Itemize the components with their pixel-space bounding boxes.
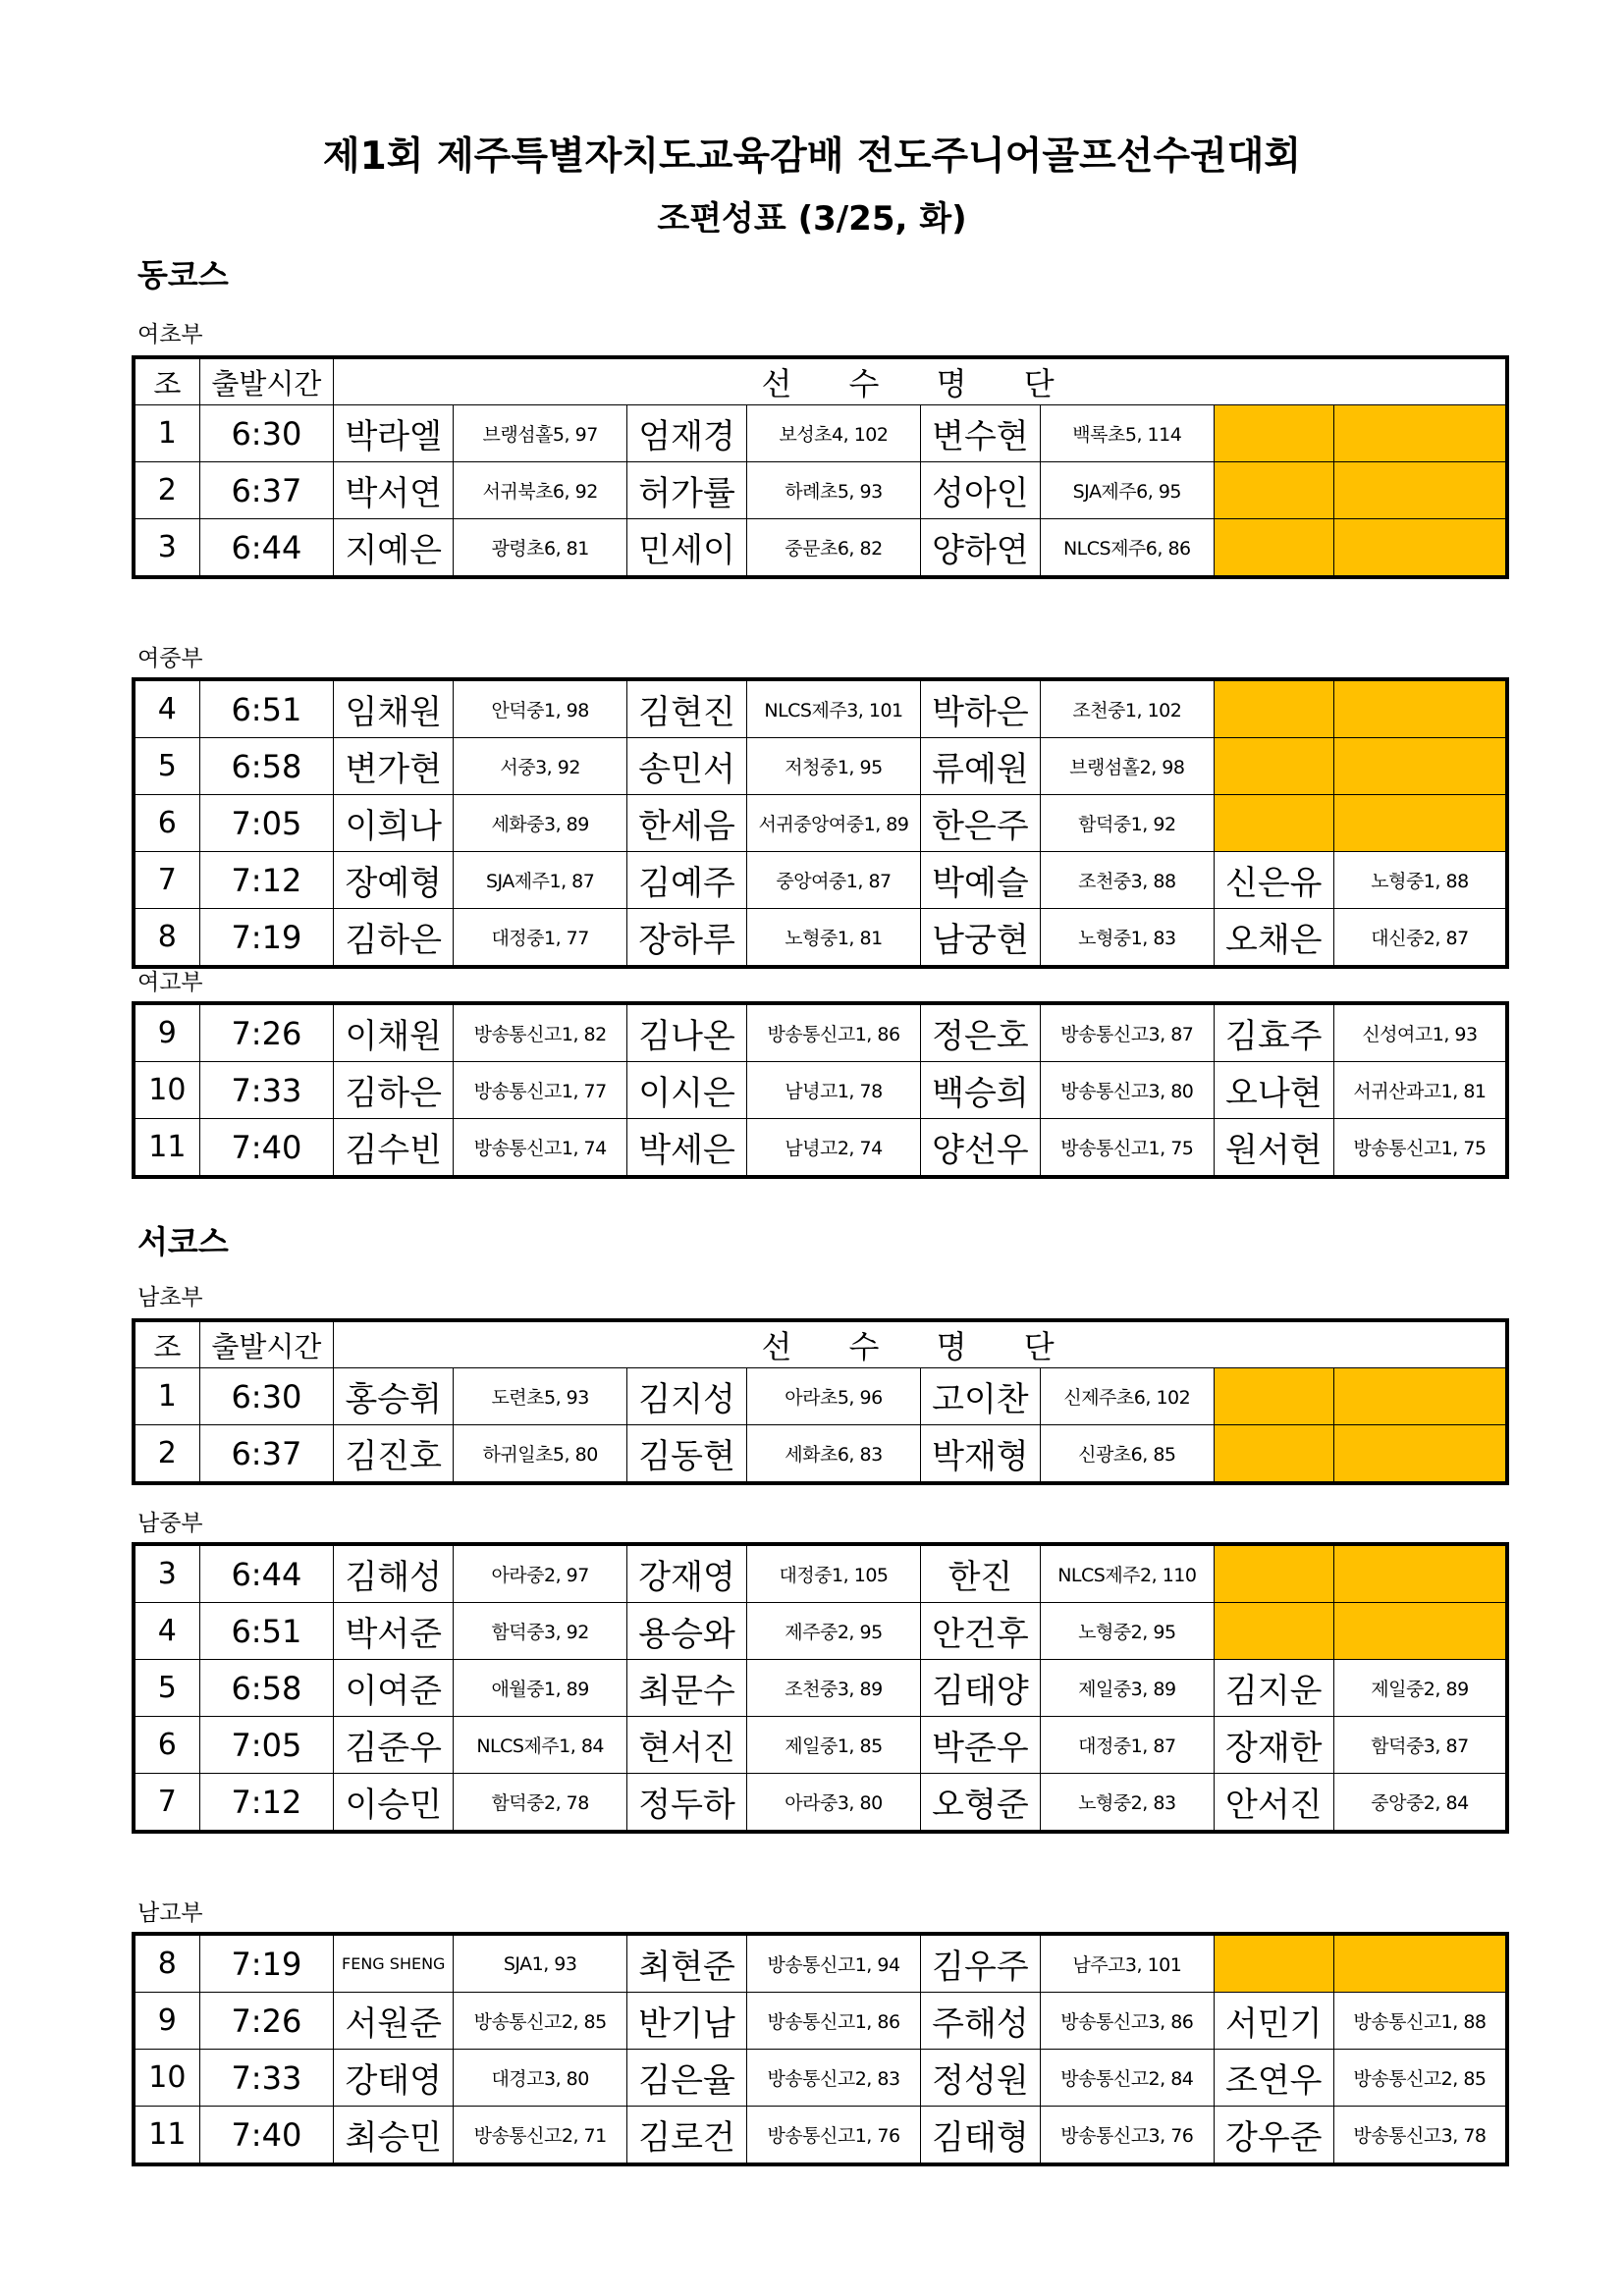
start-time: 7:19	[199, 909, 333, 968]
empty-slot	[1214, 405, 1333, 462]
player-school-score: 방송통신고1, 75	[1041, 1119, 1215, 1178]
group-row	[134, 1062, 1507, 1119]
player-school-score: 저청중1, 95	[747, 738, 921, 795]
header-group: 조	[134, 357, 199, 405]
player-school-score: 신제주초6, 102	[1041, 1368, 1214, 1425]
player-name: 남궁현	[920, 909, 1040, 968]
player-school-score: 노형중1, 88	[1333, 852, 1507, 909]
group-row	[134, 2107, 1507, 2165]
player-school-score: 방송통신고3, 80	[1041, 1062, 1215, 1119]
pairing-table	[132, 355, 1509, 579]
player-name: 이희나	[334, 795, 454, 852]
start-time: 7:05	[199, 795, 333, 852]
division-label: 남고부	[137, 1900, 203, 1926]
group-row	[134, 909, 1507, 968]
empty-slot	[1333, 1544, 1507, 1603]
empty-slot	[1214, 1544, 1333, 1603]
player-name: 변가현	[334, 738, 454, 795]
empty-slot	[1214, 738, 1333, 795]
player-name: 김준우	[334, 1717, 454, 1774]
player-name: 용승와	[626, 1603, 746, 1660]
pairing-table	[132, 1542, 1509, 1834]
player-name: 임채원	[334, 679, 454, 738]
group-number: 9	[134, 1993, 199, 2050]
player-school-score: 방송통신고2, 83	[747, 2050, 921, 2107]
player-name: 민세이	[626, 519, 746, 578]
start-time: 6:37	[199, 1425, 333, 1484]
player-name: 박라엘	[334, 405, 454, 462]
empty-slot	[1333, 462, 1507, 519]
player-name: 박서준	[334, 1603, 454, 1660]
group-number: 6	[134, 1717, 199, 1774]
player-school-score: 서중3, 92	[454, 738, 627, 795]
player-name: 원서현	[1214, 1119, 1333, 1178]
player-name: 한은주	[920, 795, 1040, 852]
player-school-score: 보성초4, 102	[747, 405, 920, 462]
player-school-score: 대신중2, 87	[1333, 909, 1507, 968]
player-name: 김태양	[920, 1660, 1040, 1717]
player-school-score: NLCS제주3, 101	[747, 679, 921, 738]
player-school-score: 방송통신고2, 71	[454, 2107, 627, 2165]
start-time: 7:12	[199, 1774, 333, 1833]
player-name: 엄재경	[626, 405, 746, 462]
empty-slot	[1333, 738, 1507, 795]
player-name: 지예은	[334, 519, 454, 578]
player-school-score: 중앙중2, 84	[1333, 1774, 1507, 1833]
player-school-score: 하례초5, 93	[747, 462, 920, 519]
player-school-score: 남주고3, 101	[1041, 1934, 1215, 1993]
group-number: 3	[134, 1544, 199, 1603]
player-school-score: 서귀북초6, 92	[454, 462, 626, 519]
player-school-score: 방송통신고2, 84	[1041, 2050, 1215, 2107]
player-name: 오나현	[1214, 1062, 1333, 1119]
start-time: 6:51	[199, 1603, 333, 1660]
start-time: 6:30	[199, 1368, 333, 1425]
group-number: 11	[134, 2107, 199, 2165]
pairing-table	[132, 1318, 1509, 1485]
player-school-score: 대정중1, 87	[1041, 1717, 1215, 1774]
player-school-score: NLCS제주2, 110	[1041, 1544, 1215, 1603]
group-row	[134, 738, 1507, 795]
player-name: 조연우	[1214, 2050, 1333, 2107]
header-start-time: 출발시간	[199, 1320, 333, 1368]
group-number: 6	[134, 795, 199, 852]
player-name: 강태영	[334, 2050, 454, 2107]
player-school-score: 노형중1, 83	[1041, 909, 1215, 968]
player-name: 김예주	[626, 852, 746, 909]
player-school-score: 아라초5, 96	[747, 1368, 920, 1425]
group-row	[134, 1717, 1507, 1774]
player-name: 현서진	[626, 1717, 746, 1774]
player-name: 김수빈	[334, 1119, 454, 1178]
player-school-score: 남녕고1, 78	[747, 1062, 921, 1119]
player-name: 김현진	[626, 679, 746, 738]
group-number: 4	[134, 1603, 199, 1660]
group-row	[134, 1660, 1507, 1717]
header-start-time: 출발시간	[199, 357, 333, 405]
player-name: 장하루	[626, 909, 746, 968]
player-school-score: 도련초5, 93	[454, 1368, 626, 1425]
course-heading: 동코스	[137, 256, 229, 294]
player-name: 김하은	[334, 909, 454, 968]
player-school-score: 백록초5, 114	[1041, 405, 1214, 462]
player-school-score: 노형중2, 95	[1041, 1603, 1215, 1660]
player-name: 정은호	[920, 1003, 1040, 1062]
player-school-score: 신광초6, 85	[1041, 1425, 1214, 1484]
player-name: 강우준	[1214, 2107, 1333, 2165]
player-school-score: 신성여고1, 93	[1333, 1003, 1507, 1062]
empty-slot	[1214, 462, 1333, 519]
group-number: 5	[134, 1660, 199, 1717]
group-number: 8	[134, 1934, 199, 1993]
pairing-table	[132, 677, 1509, 969]
start-time: 6:58	[199, 1660, 333, 1717]
player-name: 김지성	[626, 1368, 746, 1425]
group-row	[134, 462, 1507, 519]
player-school-score: 방송통신고1, 74	[454, 1119, 627, 1178]
player-name: 백승희	[920, 1062, 1040, 1119]
player-school-score: 함덕중1, 92	[1041, 795, 1215, 852]
start-time: 7:12	[199, 852, 333, 909]
player-school-score: 방송통신고3, 78	[1333, 2107, 1507, 2165]
header-players: 선 수 명 단	[334, 357, 1507, 405]
document-title: 제1회 제주특별자치도교육감배 전도주니어골프선수권대회	[322, 134, 1302, 179]
player-name: 고이찬	[920, 1368, 1040, 1425]
player-school-score: 방송통신고1, 86	[747, 1993, 921, 2050]
player-name: 서원준	[334, 1993, 454, 2050]
group-number: 8	[134, 909, 199, 968]
group-row	[134, 1774, 1507, 1833]
player-school-score: 함덕중3, 92	[454, 1603, 627, 1660]
player-school-score: SJA1, 93	[454, 1934, 627, 1993]
group-row	[134, 519, 1507, 578]
player-name: 김태형	[920, 2107, 1040, 2165]
player-name: 안건후	[920, 1603, 1040, 1660]
pairing-table	[132, 1001, 1509, 1179]
player-name: 김동현	[626, 1425, 746, 1484]
player-school-score: 방송통신고1, 82	[454, 1003, 627, 1062]
player-school-score: 방송통신고1, 86	[747, 1003, 921, 1062]
player-school-score: 브랭섬홀2, 98	[1041, 738, 1215, 795]
player-school-score: NLCS제주6, 86	[1041, 519, 1214, 578]
player-school-score: 방송통신고3, 87	[1041, 1003, 1215, 1062]
group-number: 5	[134, 738, 199, 795]
player-name: 박재형	[920, 1425, 1040, 1484]
start-time: 7:26	[199, 1993, 333, 2050]
empty-slot	[1333, 1603, 1507, 1660]
player-name: 김해성	[334, 1544, 454, 1603]
player-school-score: 안덕중1, 98	[454, 679, 627, 738]
start-time: 6:44	[199, 1544, 333, 1603]
player-name: 주해성	[920, 1993, 1040, 2050]
player-name: 안서진	[1214, 1774, 1333, 1833]
player-name: 류예원	[920, 738, 1040, 795]
player-name: 이여준	[334, 1660, 454, 1717]
player-school-score: 조천중3, 88	[1041, 852, 1215, 909]
player-school-score: 방송통신고1, 94	[747, 1934, 921, 1993]
table-header-row	[134, 1320, 1507, 1368]
start-time: 6:51	[199, 679, 333, 738]
player-name: 변수현	[920, 405, 1040, 462]
player-school-score: 제주중2, 95	[747, 1603, 921, 1660]
player-name: 오형준	[920, 1774, 1040, 1833]
player-name: 허가률	[626, 462, 746, 519]
group-row	[134, 852, 1507, 909]
division-label: 남초부	[137, 1285, 203, 1310]
player-name: 김하은	[334, 1062, 454, 1119]
empty-slot	[1214, 795, 1333, 852]
player-name: 이승민	[334, 1774, 454, 1833]
player-school-score: 방송통신고1, 76	[747, 2107, 921, 2165]
player-name: 최승민	[334, 2107, 454, 2165]
group-number: 3	[134, 519, 199, 578]
player-name: 박서연	[334, 462, 454, 519]
player-name: FENG SHENG	[334, 1934, 454, 1993]
start-time: 7:40	[199, 2107, 333, 2165]
player-name: 서민기	[1214, 1993, 1333, 2050]
start-time: 7:05	[199, 1717, 333, 1774]
player-school-score: 방송통신고2, 85	[454, 1993, 627, 2050]
player-school-score: 광령초6, 81	[454, 519, 626, 578]
group-row	[134, 1603, 1507, 1660]
player-school-score: 애월중1, 89	[454, 1660, 627, 1717]
player-name: 김은율	[626, 2050, 746, 2107]
group-number: 10	[134, 2050, 199, 2107]
player-school-score: 노형중1, 81	[747, 909, 921, 968]
start-time: 7:40	[199, 1119, 333, 1178]
empty-slot	[1214, 1603, 1333, 1660]
start-time: 6:58	[199, 738, 333, 795]
player-name: 최현준	[626, 1934, 746, 1993]
player-name: 이채원	[334, 1003, 454, 1062]
header-players: 선 수 명 단	[334, 1320, 1507, 1368]
group-number: 10	[134, 1062, 199, 1119]
player-name: 한진	[920, 1544, 1040, 1603]
group-row	[134, 795, 1507, 852]
empty-slot	[1214, 1425, 1333, 1484]
player-school-score: 노형중2, 83	[1041, 1774, 1215, 1833]
group-number: 1	[134, 405, 199, 462]
division-label: 남중부	[137, 1511, 203, 1536]
player-school-score: 중문초6, 82	[747, 519, 920, 578]
empty-slot	[1214, 1934, 1333, 1993]
player-school-score: 하귀일초5, 80	[454, 1425, 626, 1484]
division-label: 여고부	[137, 970, 203, 995]
player-school-score: 대정중1, 77	[454, 909, 627, 968]
group-row	[134, 1368, 1507, 1425]
table-header-row	[134, 357, 1507, 405]
player-school-score: 세화중3, 89	[454, 795, 627, 852]
player-name: 장재한	[1214, 1717, 1333, 1774]
player-school-score: 브랭섬홀5, 97	[454, 405, 626, 462]
player-school-score: SJA제주1, 87	[454, 852, 627, 909]
player-name: 홍승휘	[334, 1368, 454, 1425]
player-name: 한세음	[626, 795, 746, 852]
player-name: 신은유	[1214, 852, 1333, 909]
start-time: 7:33	[199, 1062, 333, 1119]
player-school-score: 함덕중2, 78	[454, 1774, 627, 1833]
group-row	[134, 1934, 1507, 1993]
player-school-score: 방송통신고3, 76	[1041, 2107, 1215, 2165]
player-name: 성아인	[920, 462, 1040, 519]
division-label: 여중부	[137, 646, 203, 671]
group-row	[134, 1544, 1507, 1603]
player-name: 박세은	[626, 1119, 746, 1178]
player-school-score: 세화초6, 83	[747, 1425, 920, 1484]
start-time: 7:26	[199, 1003, 333, 1062]
start-time: 7:33	[199, 2050, 333, 2107]
group-row	[134, 405, 1507, 462]
group-row	[134, 1425, 1507, 1484]
start-time: 6:30	[199, 405, 333, 462]
empty-slot	[1333, 1934, 1507, 1993]
group-number: 1	[134, 1368, 199, 1425]
group-row	[134, 1119, 1507, 1178]
empty-slot	[1333, 1425, 1507, 1484]
player-school-score: 서귀중앙여중1, 89	[747, 795, 921, 852]
player-school-score: 방송통신고1, 77	[454, 1062, 627, 1119]
player-school-score: 남녕고2, 74	[747, 1119, 921, 1178]
player-school-score: NLCS제주1, 84	[454, 1717, 627, 1774]
empty-slot	[1333, 795, 1507, 852]
group-number: 7	[134, 1774, 199, 1833]
player-school-score: 방송통신고1, 88	[1333, 1993, 1507, 2050]
player-school-score: 조천중3, 89	[747, 1660, 921, 1717]
player-name: 정성원	[920, 2050, 1040, 2107]
group-number: 4	[134, 679, 199, 738]
player-school-score: 아라중3, 80	[747, 1774, 921, 1833]
group-number: 7	[134, 852, 199, 909]
empty-slot	[1214, 1368, 1333, 1425]
player-name: 정두하	[626, 1774, 746, 1833]
player-name: 오채은	[1214, 909, 1333, 968]
player-school-score: 제일중2, 89	[1333, 1660, 1507, 1717]
player-name: 장예형	[334, 852, 454, 909]
player-name: 강재영	[626, 1544, 746, 1603]
empty-slot	[1214, 679, 1333, 738]
empty-slot	[1333, 1368, 1507, 1425]
player-name: 김효주	[1214, 1003, 1333, 1062]
group-number: 9	[134, 1003, 199, 1062]
player-school-score: 방송통신고2, 85	[1333, 2050, 1507, 2107]
player-school-score: 중앙여중1, 87	[747, 852, 921, 909]
player-name: 최문수	[626, 1660, 746, 1717]
player-school-score: 아라중2, 97	[454, 1544, 627, 1603]
player-school-score: 서귀산과고1, 81	[1333, 1062, 1507, 1119]
group-number: 2	[134, 462, 199, 519]
group-row	[134, 2050, 1507, 2107]
player-name: 반기남	[626, 1993, 746, 2050]
player-name: 김진호	[334, 1425, 454, 1484]
group-number: 11	[134, 1119, 199, 1178]
group-row	[134, 679, 1507, 738]
header-group: 조	[134, 1320, 199, 1368]
empty-slot	[1333, 405, 1507, 462]
player-name: 이시은	[626, 1062, 746, 1119]
player-name: 박예슬	[920, 852, 1040, 909]
player-school-score: 방송통신고3, 86	[1041, 1993, 1215, 2050]
empty-slot	[1214, 519, 1333, 578]
division-label: 여초부	[137, 322, 203, 347]
player-name: 박하은	[920, 679, 1040, 738]
player-name: 김로건	[626, 2107, 746, 2165]
player-name: 송민서	[626, 738, 746, 795]
start-time: 6:37	[199, 462, 333, 519]
player-school-score: 제일중3, 89	[1041, 1660, 1215, 1717]
group-row	[134, 1003, 1507, 1062]
empty-slot	[1333, 519, 1507, 578]
player-name: 김나온	[626, 1003, 746, 1062]
empty-slot	[1333, 679, 1507, 738]
player-school-score: 대경고3, 80	[454, 2050, 627, 2107]
player-school-score: 방송통신고1, 75	[1333, 1119, 1507, 1178]
group-number: 2	[134, 1425, 199, 1484]
player-school-score: 제일중1, 85	[747, 1717, 921, 1774]
pairing-table	[132, 1932, 1509, 2166]
player-name: 김우주	[920, 1934, 1040, 1993]
player-school-score: SJA제주6, 95	[1041, 462, 1214, 519]
player-name: 박준우	[920, 1717, 1040, 1774]
player-name: 양하연	[920, 519, 1040, 578]
course-heading: 서코스	[137, 1223, 229, 1260]
start-time: 6:44	[199, 519, 333, 578]
player-school-score: 조천중1, 102	[1041, 679, 1215, 738]
group-row	[134, 1993, 1507, 2050]
player-school-score: 함덕중3, 87	[1333, 1717, 1507, 1774]
start-time: 7:19	[199, 1934, 333, 1993]
player-name: 김지운	[1214, 1660, 1333, 1717]
player-name: 양선우	[920, 1119, 1040, 1178]
document-subtitle: 조편성표 (3/25, 화)	[657, 199, 967, 239]
player-school-score: 대정중1, 105	[747, 1544, 921, 1603]
